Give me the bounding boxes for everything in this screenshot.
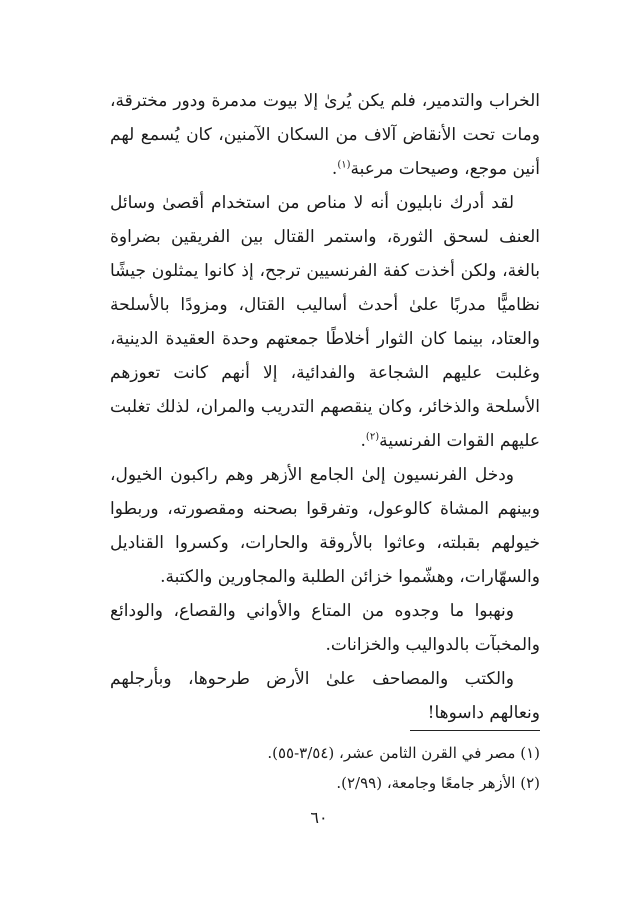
footnote-1: (١) مصر في القرن الثامن عشر، (٣/٥٤-٥٥). <box>267 744 540 762</box>
paragraph-4: ونهبوا ما وجدوه من المتاع والأواني والقصاع، والودائع والمخبآت بالدواليب والخزانات. <box>110 601 540 655</box>
paragraph-5: والكتب والمصاحف علىٰ الأرض طرحوها، وبأرجلهم ونعالهم داسوها! <box>110 669 540 723</box>
paragraph-1-text: الخراب والتدمير، فلم يكن يُرىٰ إلا بيوت مدمرة ودور مخترقة، ومات تحت الأنقاض آلاف من السكان الآمنين، كان يُسمع لهم أنين موجع، وصيحات مرعبة <box>110 91 540 179</box>
paragraph-1 <box>110 84 540 186</box>
paragraph-3: ودخل الفرنسيون إلىٰ الجامع الأزهر وهم راكبون الخيول، وبينهم المشاة كالوعول، وتفرقوا بصحنه ومقصورته، وربطوا خيولهم بقبلته، وعاثوا بالأروقة والحارات، وكسروا القناديل والسهّارات، وهشّموا خزائن الطلبة والمجاورين والكتبة. <box>110 465 540 587</box>
paragraph-1-end: . <box>331 159 338 179</box>
paragraph-2-text: لقد أدرك نابليون أنه لا مناص من استخدام أقصىٰ وسائل العنف لسحق الثورة، واستمر القتال بين الفريقين بضراوة بالغة، ولكن أخذت كفة الفرنسيين ترجح، إذ كانوا يمثلون جيشًا نظاميًّا مدربًا علىٰ أحدث أساليب القتال، ومزودًا بالأسلحة والعتاد، بينما كان الثوار أخلاطًا جمعتهم وحدة العقيدة الدينية، وغلبت عليهم الشجاعة والفدائية، إلا أنهم كانت تعوزهم الأسلحة والذخائر، وكان ينقصهم التدريب والمران، لذلك تغلبت عليهم القوات الفرنسية <box>110 193 540 451</box>
footnotes <box>250 738 540 798</box>
footnote-divider <box>410 730 540 731</box>
footnote-ref-1[interactable]: (١) <box>337 159 351 171</box>
footnote-2: (٢) الأزهر جامعًا وجامعة، (٢/٩٩). <box>336 774 540 792</box>
footnote-ref-2[interactable]: (٢) <box>365 431 380 443</box>
paragraph-2-end: . <box>360 431 366 451</box>
paragraph-2 <box>110 186 540 458</box>
main-text <box>110 84 540 730</box>
page-number: ٦٠ <box>310 808 328 827</box>
